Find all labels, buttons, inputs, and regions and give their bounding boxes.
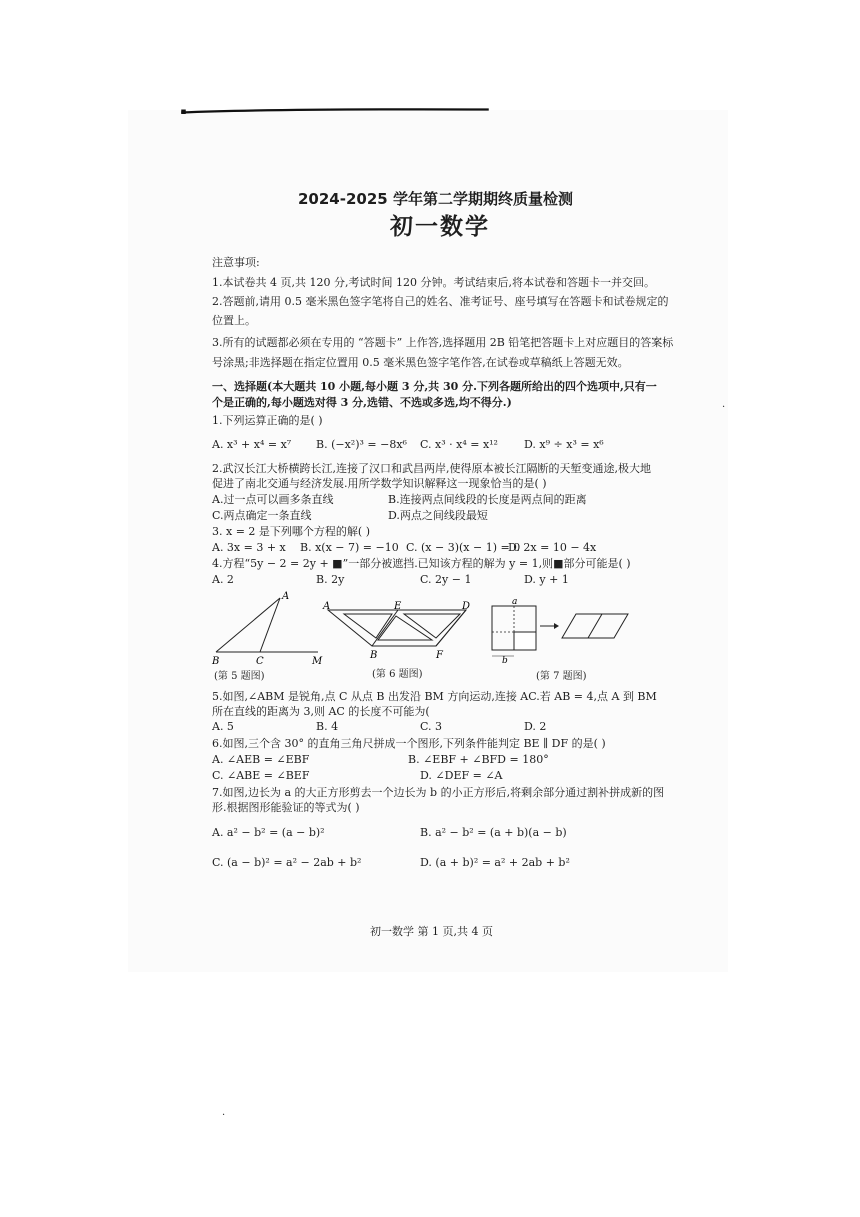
- notes-line-3: 位置上。: [212, 314, 256, 327]
- q4-option-d: D. y + 1: [524, 573, 569, 586]
- figure-6: [320, 598, 480, 660]
- fig6-label-e: E: [394, 601, 402, 612]
- q5-option-b: B. 4: [316, 720, 339, 733]
- q5-option-c: C. 3: [420, 720, 443, 733]
- notes-heading: 注意事项:: [212, 256, 260, 269]
- q3-stem: 3. x = 2 是下列哪个方程的解( ): [212, 525, 370, 538]
- q2-option-d: D.两点之间线段最短: [388, 509, 488, 522]
- q6-option-d: D. ∠DEF = ∠A: [420, 769, 503, 782]
- scan-edge-line: [130, 108, 540, 114]
- q2-option-b: B.连接两点间线段的长度是两点间的距离: [388, 493, 587, 506]
- fig6-inner-left: [344, 614, 392, 638]
- q3-option-b: B. x(x − 7) = −10: [300, 541, 399, 554]
- notes-line-4: 3.所有的试题都必须在专用的 “答题卡” 上作答,选择题用 2B 铅笔把答题卡上对应题目的答案标: [212, 336, 674, 349]
- page-footer: 初一数学 第 1 页,共 4 页: [370, 925, 493, 938]
- q6-option-a: A. ∠AEB = ∠EBF: [212, 753, 310, 766]
- fig5-caption: (第 5 题图): [214, 671, 265, 682]
- q7-option-c: C. (a − b)² = a² − 2ab + b²: [212, 856, 362, 869]
- notes-line-1: 1.本试卷共 4 页,共 120 分,考试时间 120 分钟。考试结束后,将本试卷和答题卡一并交回。: [212, 276, 655, 289]
- q4-option-b: B. 2y: [316, 573, 345, 586]
- fig6-inner-mid: [378, 616, 432, 640]
- exam-title: 2024-2025 学年第二学期期终质量检测: [298, 190, 573, 208]
- fig5-label-m: M: [312, 656, 323, 667]
- q5-line-1: 5.如图,∠ABM 是锐角,点 C 从点 B 出发沿 BM 方向运动,连接 AC.若 AB = 4,点 A 到 BM: [212, 690, 657, 703]
- section1-line-2: 个是正确的,每小题选对得 3 分,选错、不选或多选,均不得分.): [212, 396, 512, 409]
- q7-option-a: A. a² − b² = (a − b)²: [212, 826, 325, 839]
- section1-line-1: 一、选择题(本大题共 10 小题,每小题 3 分,共 30 分.下列各题所给出的四个选项中,只有一: [212, 380, 657, 393]
- q3-option-a: A. 3x = 3 + x: [212, 541, 286, 554]
- q7-line-2: 形.根据图形能验证的等式为( ): [212, 801, 360, 814]
- figure-5: [208, 590, 331, 670]
- q2-option-a: A.过一点可以画多条直线: [212, 493, 334, 506]
- fig7-label-b: b: [502, 656, 508, 664]
- fig6-caption: (第 6 题图): [372, 669, 423, 680]
- fig7-label-a: a: [512, 597, 518, 607]
- q5-line-2: 所在直线的距离为 3,则 AC 的长度不可能为(: [212, 705, 430, 718]
- fig7-small-square: [514, 632, 536, 650]
- scan-speck: ·: [722, 402, 726, 413]
- fig5-label-c: C: [256, 656, 264, 667]
- q5-option-a: A. 5: [212, 720, 234, 733]
- q4-option-c: C. 2y − 1: [420, 573, 472, 586]
- q3-option-d: D. 2x = 10 − 4x: [508, 541, 597, 554]
- fig6-label-d: D: [462, 601, 471, 612]
- q1-option-a: A. x³ + x⁴ = x⁷: [212, 438, 292, 451]
- notes-line-5: 号涂黑;非选择题在指定位置用 0.5 毫米黑色签字笔作答,在试卷或草稿纸上答题无效。: [212, 356, 629, 369]
- scan-speck-2: ·: [222, 1110, 226, 1121]
- q1-option-c: C. x³ · x⁴ = x¹²: [420, 438, 498, 451]
- q4-option-a: A. 2: [212, 573, 234, 586]
- q7-line-1: 7.如图,边长为 a 的大正方形剪去一个边长为 b 的小正方形后,将剩余部分通过割补拼成新的图: [212, 786, 665, 799]
- q7-option-b: B. a² − b² = (a + b)(a − b): [420, 826, 567, 839]
- q3-option-c: C. (x − 3)(x − 1) = 0: [406, 541, 521, 554]
- q5-option-d: D. 2: [524, 720, 547, 733]
- q6-stem: 6.如图,三个含 30° 的直角三角尺拼成一个图形,下列条件能判定 BE ∥ DF 的是( ): [212, 737, 606, 750]
- fig5-label-a: A: [282, 591, 290, 602]
- fig7-arrow-head: [554, 623, 559, 629]
- fig6-segment-be: [372, 610, 398, 646]
- fig5-label-b: B: [212, 656, 220, 667]
- q7-option-d: D. (a + b)² = a² + 2ab + b²: [420, 856, 570, 869]
- exam-subject: 初一数学: [390, 214, 490, 240]
- fig6-label-b: B: [370, 650, 378, 660]
- q1-option-b: B. (−x²)³ = −8x⁶: [316, 438, 407, 451]
- q2-line-2: 促进了南北交通与经济发展.用所学数学知识解释这一现象恰当的是( ): [212, 477, 547, 490]
- fig6-segment-df: [436, 610, 466, 646]
- q2-line-1: 2.武汉长江大桥横跨长江,连接了汉口和武昌两岸,使得原本被长江隔断的天堑变通途,极大地: [212, 462, 651, 475]
- q6-option-c: C. ∠ABE = ∠BEF: [212, 769, 310, 782]
- q1-option-d: D. x⁹ ÷ x³ = x⁶: [524, 438, 604, 451]
- q1-stem: 1.下列运算正确的是( ): [212, 414, 323, 427]
- fig6-label-f: F: [436, 650, 443, 660]
- fig7-caption: (第 7 题图): [536, 671, 587, 682]
- fig7-parallelogram-split: [588, 614, 602, 638]
- figure-7: [484, 596, 634, 664]
- q2-option-c: C.两点确定一条直线: [212, 509, 312, 522]
- fig6-inner-right: [404, 614, 460, 638]
- notes-line-2: 2.答题前,请用 0.5 毫米黑色签字笔将自己的姓名、准考证号、座号填写在答题卡和试卷规定的: [212, 295, 669, 308]
- fig6-label-a: A: [323, 601, 331, 612]
- q6-option-b: B. ∠EBF + ∠BFD = 180°: [408, 753, 549, 766]
- q4-stem: 4.方程“5y − 2 = 2y + ■”一部分被遮挡.已知该方程的解为 y = 1,则■部分可能是( ): [212, 557, 631, 570]
